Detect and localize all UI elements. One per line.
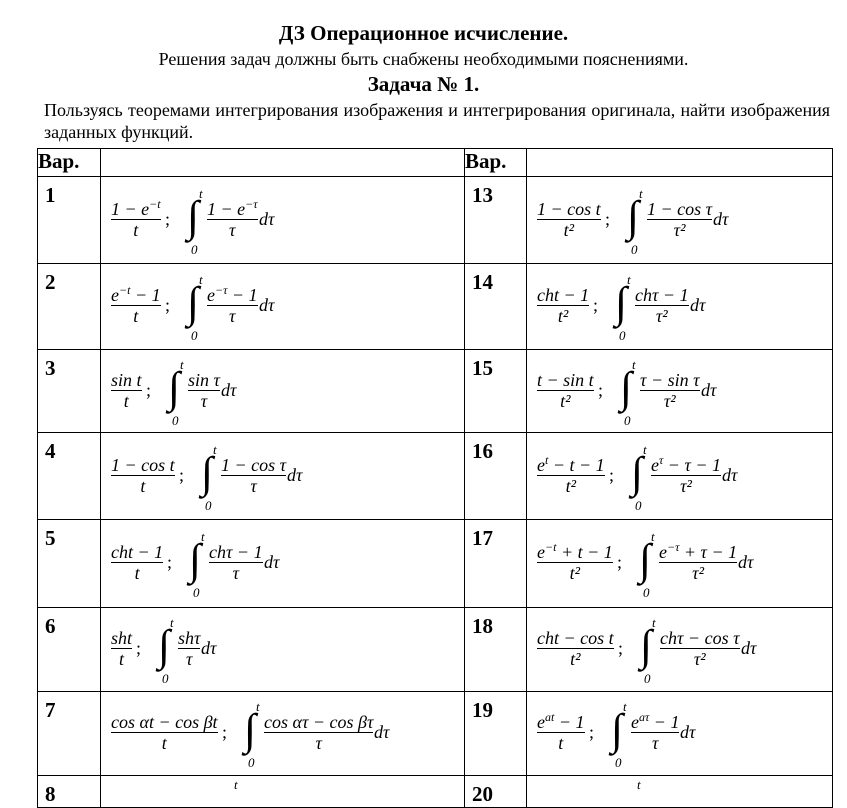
integral-lower-limit: 0 (631, 241, 638, 257)
integrand-fraction (188, 370, 220, 411)
document-title: ДЗ Операционное исчисление. (278, 21, 569, 45)
fraction-numerator: $1 - e^{-\tau}$ (207, 196, 258, 219)
integral-upper-limit: t (627, 272, 631, 287)
table-row (38, 692, 833, 776)
integral-lower-limit: 0 (191, 328, 198, 343)
formula (101, 177, 464, 263)
integrand-fraction (221, 455, 286, 496)
formula-cell (527, 264, 833, 350)
integral-sign: ∫ (611, 705, 624, 754)
integrand-fraction (178, 628, 200, 669)
integrand-fraction (264, 712, 373, 753)
fraction-denominator: t (111, 732, 218, 753)
integrand-fraction (640, 370, 700, 411)
fraction-denominator: t (111, 475, 175, 496)
differential: dτ (221, 379, 237, 400)
formula-cell (527, 776, 833, 808)
formula (527, 264, 832, 349)
fraction-denominator: τ (207, 219, 258, 240)
variant-number: 15 (465, 350, 527, 433)
integral-upper-limit: t (637, 777, 641, 792)
fraction-numerator: sht (111, 628, 133, 648)
fraction-numerator: chτ − cos τ (660, 628, 740, 648)
integral-sign: ∫ (620, 362, 633, 412)
formula-cell (527, 692, 833, 776)
table-row (38, 350, 833, 433)
fraction-denominator: τ² (660, 648, 740, 669)
differential: dτ (741, 638, 757, 658)
separator-semicolon: ; (167, 552, 173, 572)
fraction-denominator: t (111, 648, 132, 669)
fraction-denominator: τ (207, 305, 258, 326)
fraction-numerator: shτ (178, 628, 201, 648)
integral-sign: ∫ (639, 535, 652, 584)
fraction-numerator: cht − 1 (537, 285, 590, 305)
differential: dτ (264, 552, 280, 572)
fraction-denominator: τ (178, 648, 200, 669)
separator-semicolon: ; (617, 552, 623, 572)
differential: dτ (201, 638, 217, 658)
fraction-numerator: $1 - e^{-t}$ (111, 196, 161, 219)
fraction-numerator: $e^\tau - \tau - 1$ (651, 452, 722, 475)
formula (101, 264, 464, 349)
integral-lower-limit: 0 (205, 497, 212, 513)
fraction-denominator: τ² (647, 219, 712, 240)
integral-upper-limit: t (256, 699, 260, 714)
table-row (38, 520, 833, 608)
formula-cell (527, 177, 833, 264)
variant-number: 16 (465, 433, 527, 520)
formula-cell (527, 608, 833, 692)
integrand-fraction (647, 199, 712, 240)
variant-number: 19 (465, 692, 527, 776)
fraction-denominator: τ (221, 475, 286, 496)
fraction-numerator: chτ − 1 (635, 285, 689, 305)
fraction-denominator: t² (537, 305, 589, 326)
fraction-numerator: 1 − cos t (537, 198, 601, 219)
integral-sign: ∫ (201, 447, 214, 497)
function-fraction (111, 370, 142, 411)
formula (527, 350, 832, 432)
differential: dτ (738, 552, 754, 572)
formula-cell (101, 608, 465, 692)
function-fraction (537, 712, 585, 753)
fraction-denominator: t (111, 390, 142, 411)
formula (101, 692, 464, 775)
variant-number: 4 (38, 433, 101, 520)
integral-sign: ∫ (187, 191, 200, 241)
separator-semicolon: ; (165, 295, 171, 315)
table-row (38, 177, 833, 264)
formula (527, 177, 832, 263)
fraction-numerator: $e^{-t} + t - 1$ (537, 540, 613, 562)
separator-semicolon: ; (589, 722, 595, 742)
function-fraction (111, 455, 175, 496)
formula-cell (101, 264, 465, 350)
integral-sign: ∫ (627, 191, 640, 241)
fraction-numerator: τ − sin τ (640, 369, 700, 390)
formula-cell (101, 350, 465, 433)
integral-sign: ∫ (615, 278, 628, 327)
formula (101, 776, 464, 807)
function-fraction (537, 628, 614, 669)
integrand-fraction (635, 285, 689, 326)
integral-upper-limit: t (639, 185, 643, 201)
task-heading: Задача № 1. (367, 72, 480, 96)
fraction-denominator: t (537, 732, 585, 753)
integrand-fraction (660, 628, 740, 669)
variant-number: 17 (465, 520, 527, 608)
formula (527, 776, 832, 807)
formula-cell (101, 692, 465, 776)
fraction-numerator: cht − cos t (537, 628, 614, 648)
integral-upper-limit: t (623, 699, 627, 714)
table-row (38, 433, 833, 520)
integral-lower-limit: 0 (193, 585, 200, 600)
formula (527, 608, 832, 691)
fraction-denominator: τ² (640, 390, 700, 411)
fraction-numerator: $e^{-t} - 1$ (111, 283, 161, 305)
formula-cell (101, 776, 465, 808)
formula-cell (527, 520, 833, 608)
integral-sign: ∫ (640, 621, 653, 670)
variant-number: 18 (465, 608, 527, 692)
differential: dτ (374, 722, 390, 742)
formula-cell (527, 350, 833, 433)
fraction-denominator: t (111, 562, 163, 583)
separator-semicolon: ; (609, 464, 615, 485)
integral-upper-limit: t (170, 615, 174, 630)
differential: dτ (713, 208, 729, 229)
integrand-fraction (631, 712, 679, 753)
function-fraction (537, 452, 605, 496)
differential: dτ (690, 295, 706, 315)
fraction-numerator: 1 − cos τ (647, 198, 713, 219)
integrand-fraction (659, 542, 737, 583)
integral-lower-limit: 0 (162, 671, 169, 686)
formula-cell (101, 520, 465, 608)
table-header-row (38, 149, 833, 177)
variants-table (37, 148, 833, 808)
integral-sign: ∫ (244, 705, 257, 754)
integral-sign: ∫ (189, 535, 202, 584)
column-header-variant-right: Вар. (465, 149, 527, 177)
function-fraction (537, 370, 594, 411)
function-fraction (537, 542, 613, 583)
variant-number: 1 (38, 177, 101, 264)
fraction-numerator: $e^{-\tau} + \tau - 1$ (659, 540, 738, 562)
integral-upper-limit: t (199, 272, 203, 287)
integral-lower-limit: 0 (615, 755, 622, 770)
table-row (38, 776, 833, 808)
separator-semicolon: ; (618, 638, 624, 658)
integral-lower-limit: 0 (191, 241, 198, 257)
table-row (38, 608, 833, 692)
fraction-numerator: $e^t - t - 1$ (537, 452, 605, 475)
integral-sign: ∫ (158, 621, 171, 670)
formula (527, 520, 832, 607)
differential: dτ (259, 208, 275, 229)
formula (527, 433, 832, 519)
variant-number: 8 (38, 776, 101, 808)
fraction-denominator: τ (264, 732, 373, 753)
document-subtitle: Решения задач должны быть снабжены необходимыми пояснениями. (158, 49, 689, 69)
fraction-numerator: $e^{-\tau} - 1$ (207, 283, 258, 305)
function-fraction (537, 199, 601, 240)
integral-sign: ∫ (168, 362, 181, 412)
integral-lower-limit: 0 (635, 497, 642, 513)
integral-upper-limit: t (234, 777, 238, 792)
separator-semicolon: ; (179, 464, 185, 485)
fraction-numerator: cos αt − cos βt (111, 712, 218, 732)
variant-number: 13 (465, 177, 527, 264)
formula (101, 350, 464, 432)
separator-semicolon: ; (136, 638, 142, 658)
separator-semicolon: ; (165, 208, 171, 229)
integrand-fraction (651, 452, 722, 496)
column-header-variant-left: Вар. (38, 149, 101, 177)
separator-semicolon: ; (605, 208, 611, 229)
formula-cell (527, 433, 833, 520)
function-fraction (537, 285, 589, 326)
differential: dτ (701, 379, 717, 400)
integral-upper-limit: t (180, 356, 184, 372)
variant-number: 6 (38, 608, 101, 692)
formula (101, 520, 464, 607)
fraction-numerator: chτ − 1 (209, 542, 263, 562)
fraction-numerator: t − sin t (537, 369, 594, 390)
integral-lower-limit: 0 (248, 755, 255, 770)
differential: dτ (680, 722, 696, 742)
integrand-fraction (209, 542, 263, 583)
integrand-fraction (207, 196, 258, 240)
variant-number: 14 (465, 264, 527, 350)
integral-upper-limit: t (201, 529, 205, 544)
fraction-denominator: τ² (651, 475, 721, 496)
fraction-denominator: t² (537, 562, 613, 583)
variant-number: 7 (38, 692, 101, 776)
differential: dτ (259, 295, 275, 315)
column-header-formula-left (101, 149, 465, 177)
fraction-numerator: $e^{a\tau} - 1$ (631, 710, 680, 732)
function-fraction (111, 542, 163, 583)
separator-semicolon: ; (598, 379, 604, 400)
formula-cell (101, 433, 465, 520)
task-instruction: Пользуясь теоремами интегрирования изображения и интегрирования оригинала, найти изображения заданных функций. (44, 100, 830, 142)
differential: dτ (722, 464, 738, 485)
integral-sign: ∫ (631, 447, 644, 497)
integral-sign: ∫ (187, 278, 200, 327)
fraction-denominator: t² (537, 219, 601, 240)
fraction-denominator: t (111, 219, 161, 240)
variant-number: 2 (38, 264, 101, 350)
table-row (38, 264, 833, 350)
integral-upper-limit: t (643, 441, 647, 457)
fraction-numerator: sin τ (188, 369, 220, 390)
fraction-denominator: τ (631, 732, 679, 753)
integrand-fraction (207, 285, 258, 326)
integral-upper-limit: t (651, 529, 655, 544)
function-fraction (111, 196, 161, 240)
integral-upper-limit: t (213, 441, 217, 457)
fraction-numerator: 1 − cos t (111, 454, 175, 475)
separator-semicolon: ; (146, 379, 152, 400)
integral-lower-limit: 0 (624, 412, 631, 428)
fraction-numerator: cht − 1 (111, 542, 164, 562)
variant-number: 5 (38, 520, 101, 608)
separator-semicolon: ; (593, 295, 599, 315)
formula (527, 692, 832, 775)
fraction-numerator: cos ατ − cos βτ (264, 712, 374, 732)
fraction-denominator: τ (209, 562, 263, 583)
integral-lower-limit: 0 (643, 585, 650, 600)
integral-upper-limit: t (652, 615, 656, 630)
function-fraction (111, 628, 132, 669)
fraction-denominator: t² (537, 475, 605, 496)
variant-number: 20 (465, 776, 527, 808)
column-header-formula-right (527, 149, 833, 177)
separator-semicolon: ; (222, 722, 228, 742)
function-fraction (111, 285, 161, 326)
fraction-numerator: $e^{at} - 1$ (537, 710, 585, 732)
function-fraction (111, 712, 218, 753)
fraction-denominator: t² (537, 648, 614, 669)
fraction-denominator: τ² (659, 562, 737, 583)
formula-cell (101, 177, 465, 264)
fraction-numerator: sin t (111, 369, 142, 390)
formula (101, 433, 464, 519)
integral-lower-limit: 0 (619, 328, 626, 343)
integral-upper-limit: t (199, 185, 203, 201)
differential: dτ (287, 464, 303, 485)
fraction-denominator: t (111, 305, 161, 326)
integral-upper-limit: t (632, 356, 636, 372)
fraction-numerator: 1 − cos τ (221, 454, 287, 475)
fraction-denominator: t² (537, 390, 594, 411)
fraction-denominator: τ² (635, 305, 689, 326)
variant-number: 3 (38, 350, 101, 433)
fraction-denominator: τ (188, 390, 220, 411)
integral-lower-limit: 0 (644, 671, 651, 686)
formula (101, 608, 464, 691)
integral-lower-limit: 0 (172, 412, 179, 428)
